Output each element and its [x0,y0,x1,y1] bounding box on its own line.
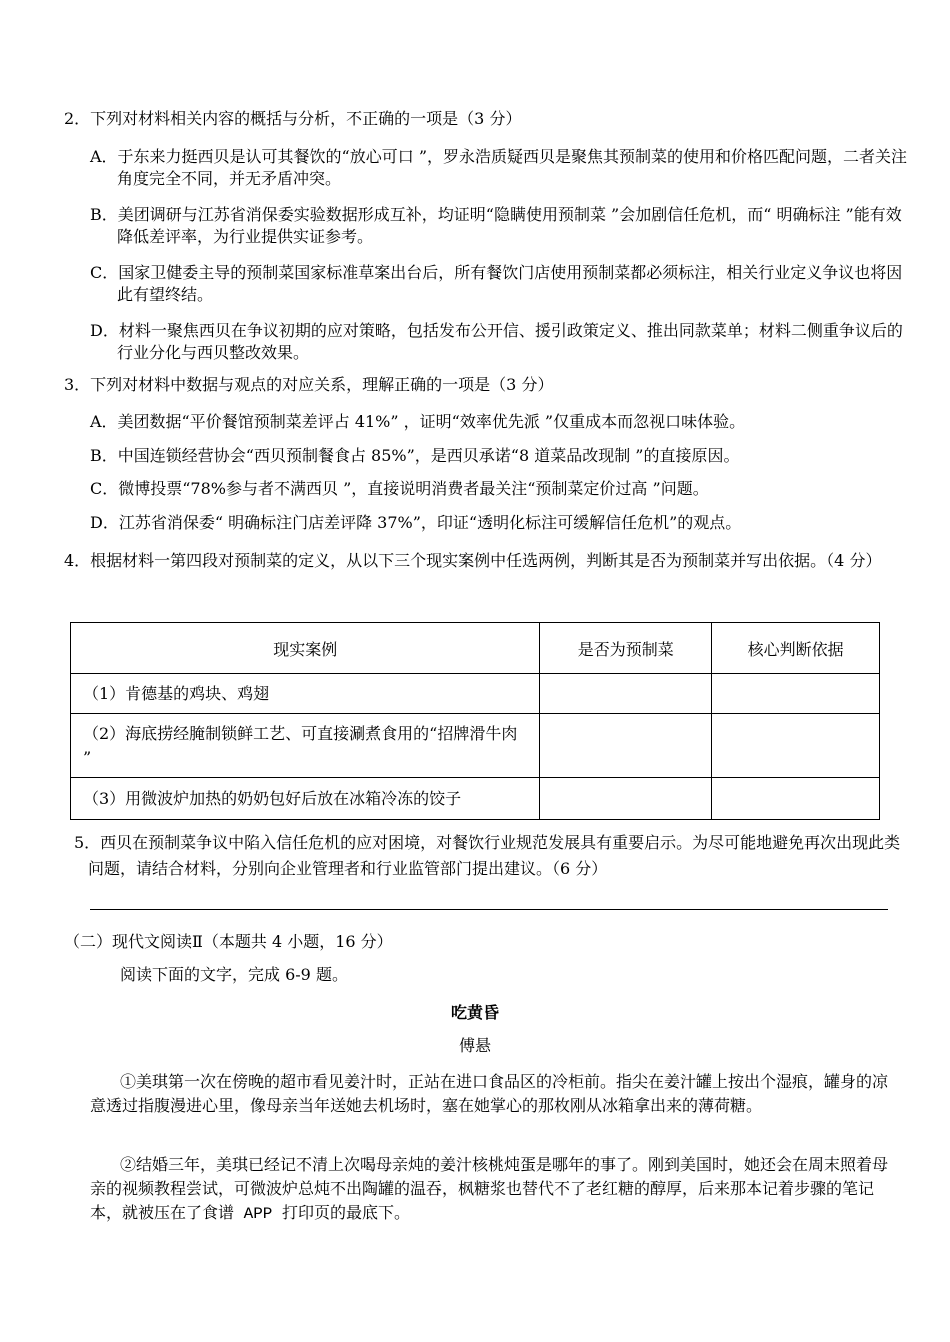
table-cell-basis-blank [712,674,880,714]
question-3-option-b: B．中国连锁经营协会“西贝预制餐食占 85%”，是西贝承诺“8 道菜品改现制 ”的直接原因。 [90,446,740,465]
passage-paragraph-1: ①美琪第一次在傍晚的超市看见姜汁时，正站在进口食品区的冷柜前。指尖在姜汁罐上按出个湿痕，罐身的凉意透过指腹漫进心里，像母亲当年送她去机场时，塞在她掌心的那枚刚从冰箱拿出来的薄荷糖。 [90,1074,889,1116]
question-2-stem: 2．下列对材料相关内容的概括与分析，不正确的一项是（3 分） [64,109,522,128]
section-2-instruction: 阅读下面的文字，完成 6-9 题。 [120,965,348,984]
question-2-option-b: B．美团调研与江苏省消保委实验数据形成互补，均证明“隐瞒使用预制菜 ”会加剧信任危机，而“ 明确标注 ”能有效降低差评率，为行业提供实证参考。 [90,205,902,246]
question-2-option-d: D．材料一聚焦西贝在争议初期的应对策略，包括发布公开信、援引政策定义、推出同款菜单；材料二侧重争议后的行业分化与西贝整改效果。 [90,321,903,362]
table-cell-answer-blank [540,778,712,820]
table-cell-answer-blank [540,714,712,778]
passage-title: 吃黄昏 [450,1003,499,1022]
question-4-stem: 4．根据材料一第四段对预制菜的定义，从以下三个现实案例中任选两例，判断其是否为预制菜并写出依据。（4 分） [64,551,882,570]
table-cell-case: （3）用微波炉加热的奶奶包好后放在冰箱冷冻的饺子 [71,778,540,820]
table-header-case: 现实案例 [71,623,540,674]
table-header-is-prepared: 是否为预制菜 [540,623,712,674]
section-divider [90,909,888,910]
table-header-row [71,623,880,674]
table-cell-answer-blank [540,674,712,714]
table-row [71,674,880,714]
question-3-option-d: D．江苏省消保委“ 明确标注门店差评降 37%”，印证“透明化标注可缓解信任危机”的观点。 [90,513,742,532]
passage-author: 傅悬 [458,1036,491,1055]
table-row [71,778,880,820]
question-2-option-a: A．于东来力挺西贝是认可其餐饮的“放心可口 ”，罗永浩质疑西贝是聚焦其预制菜的使用和价格匹配问题，二者关注角度完全不同，并无矛盾冲突。 [90,147,908,188]
question-3-option-c: C．微博投票“78%参与者不满西贝 ”，直接说明消费者最关注“预制菜定价过高 ”问题。 [90,479,709,498]
case-table [70,622,880,820]
question-3-option-a: A．美团数据“平价餐馆预制菜差评占 41%” ，证明“效率优先派 ”仅重成本而忽视口味体验。 [90,412,746,431]
question-5-stem: 5．西贝在预制菜争议中陷入信任危机的应对困境，对餐饮行业规范发展具有重要启示。为尽可能地避免再次出现此类问题，请结合材料，分别向企业管理者和行业监管部门提出建议。（6 分） [74,833,901,878]
table-cell-case: （2）海底捞经腌制锁鲜工艺、可直接涮煮食用的“招牌滑牛肉 ” [71,714,540,778]
table-cell-basis-blank [712,778,880,820]
question-2-option-c: C．国家卫健委主导的预制菜国家标准草案出台后，所有餐饮门店使用预制菜都必须标注，相关行业定义争议也将因此有望终结。 [90,263,903,304]
table-row [71,714,880,778]
section-2-heading: （二）现代文阅读Ⅱ（本题共 4 小题，16 分） [64,932,393,951]
question-3-stem: 3．下列对材料中数据与观点的对应关系，理解正确的一项是（3 分） [64,375,554,394]
table-cell-case: （1）肯德基的鸡块、鸡翅 [71,674,540,714]
passage-paragraph-2: ②结婚三年，美琪已经记不清上次喝母亲炖的姜汁核桃炖蛋是哪年的事了。刚到美国时，她还会在周末照着母亲的视频教程尝试，可微波炉总炖不出陶罐的温吞，枫糖浆也替代不了老红糖的醇厚，后来那本记着步骤的笔记本，就被压在了食谱 APP 打印页的最底下。 [90,1157,889,1223]
table-cell-basis-blank [712,714,880,778]
table-header-basis: 核心判断依据 [712,623,880,674]
